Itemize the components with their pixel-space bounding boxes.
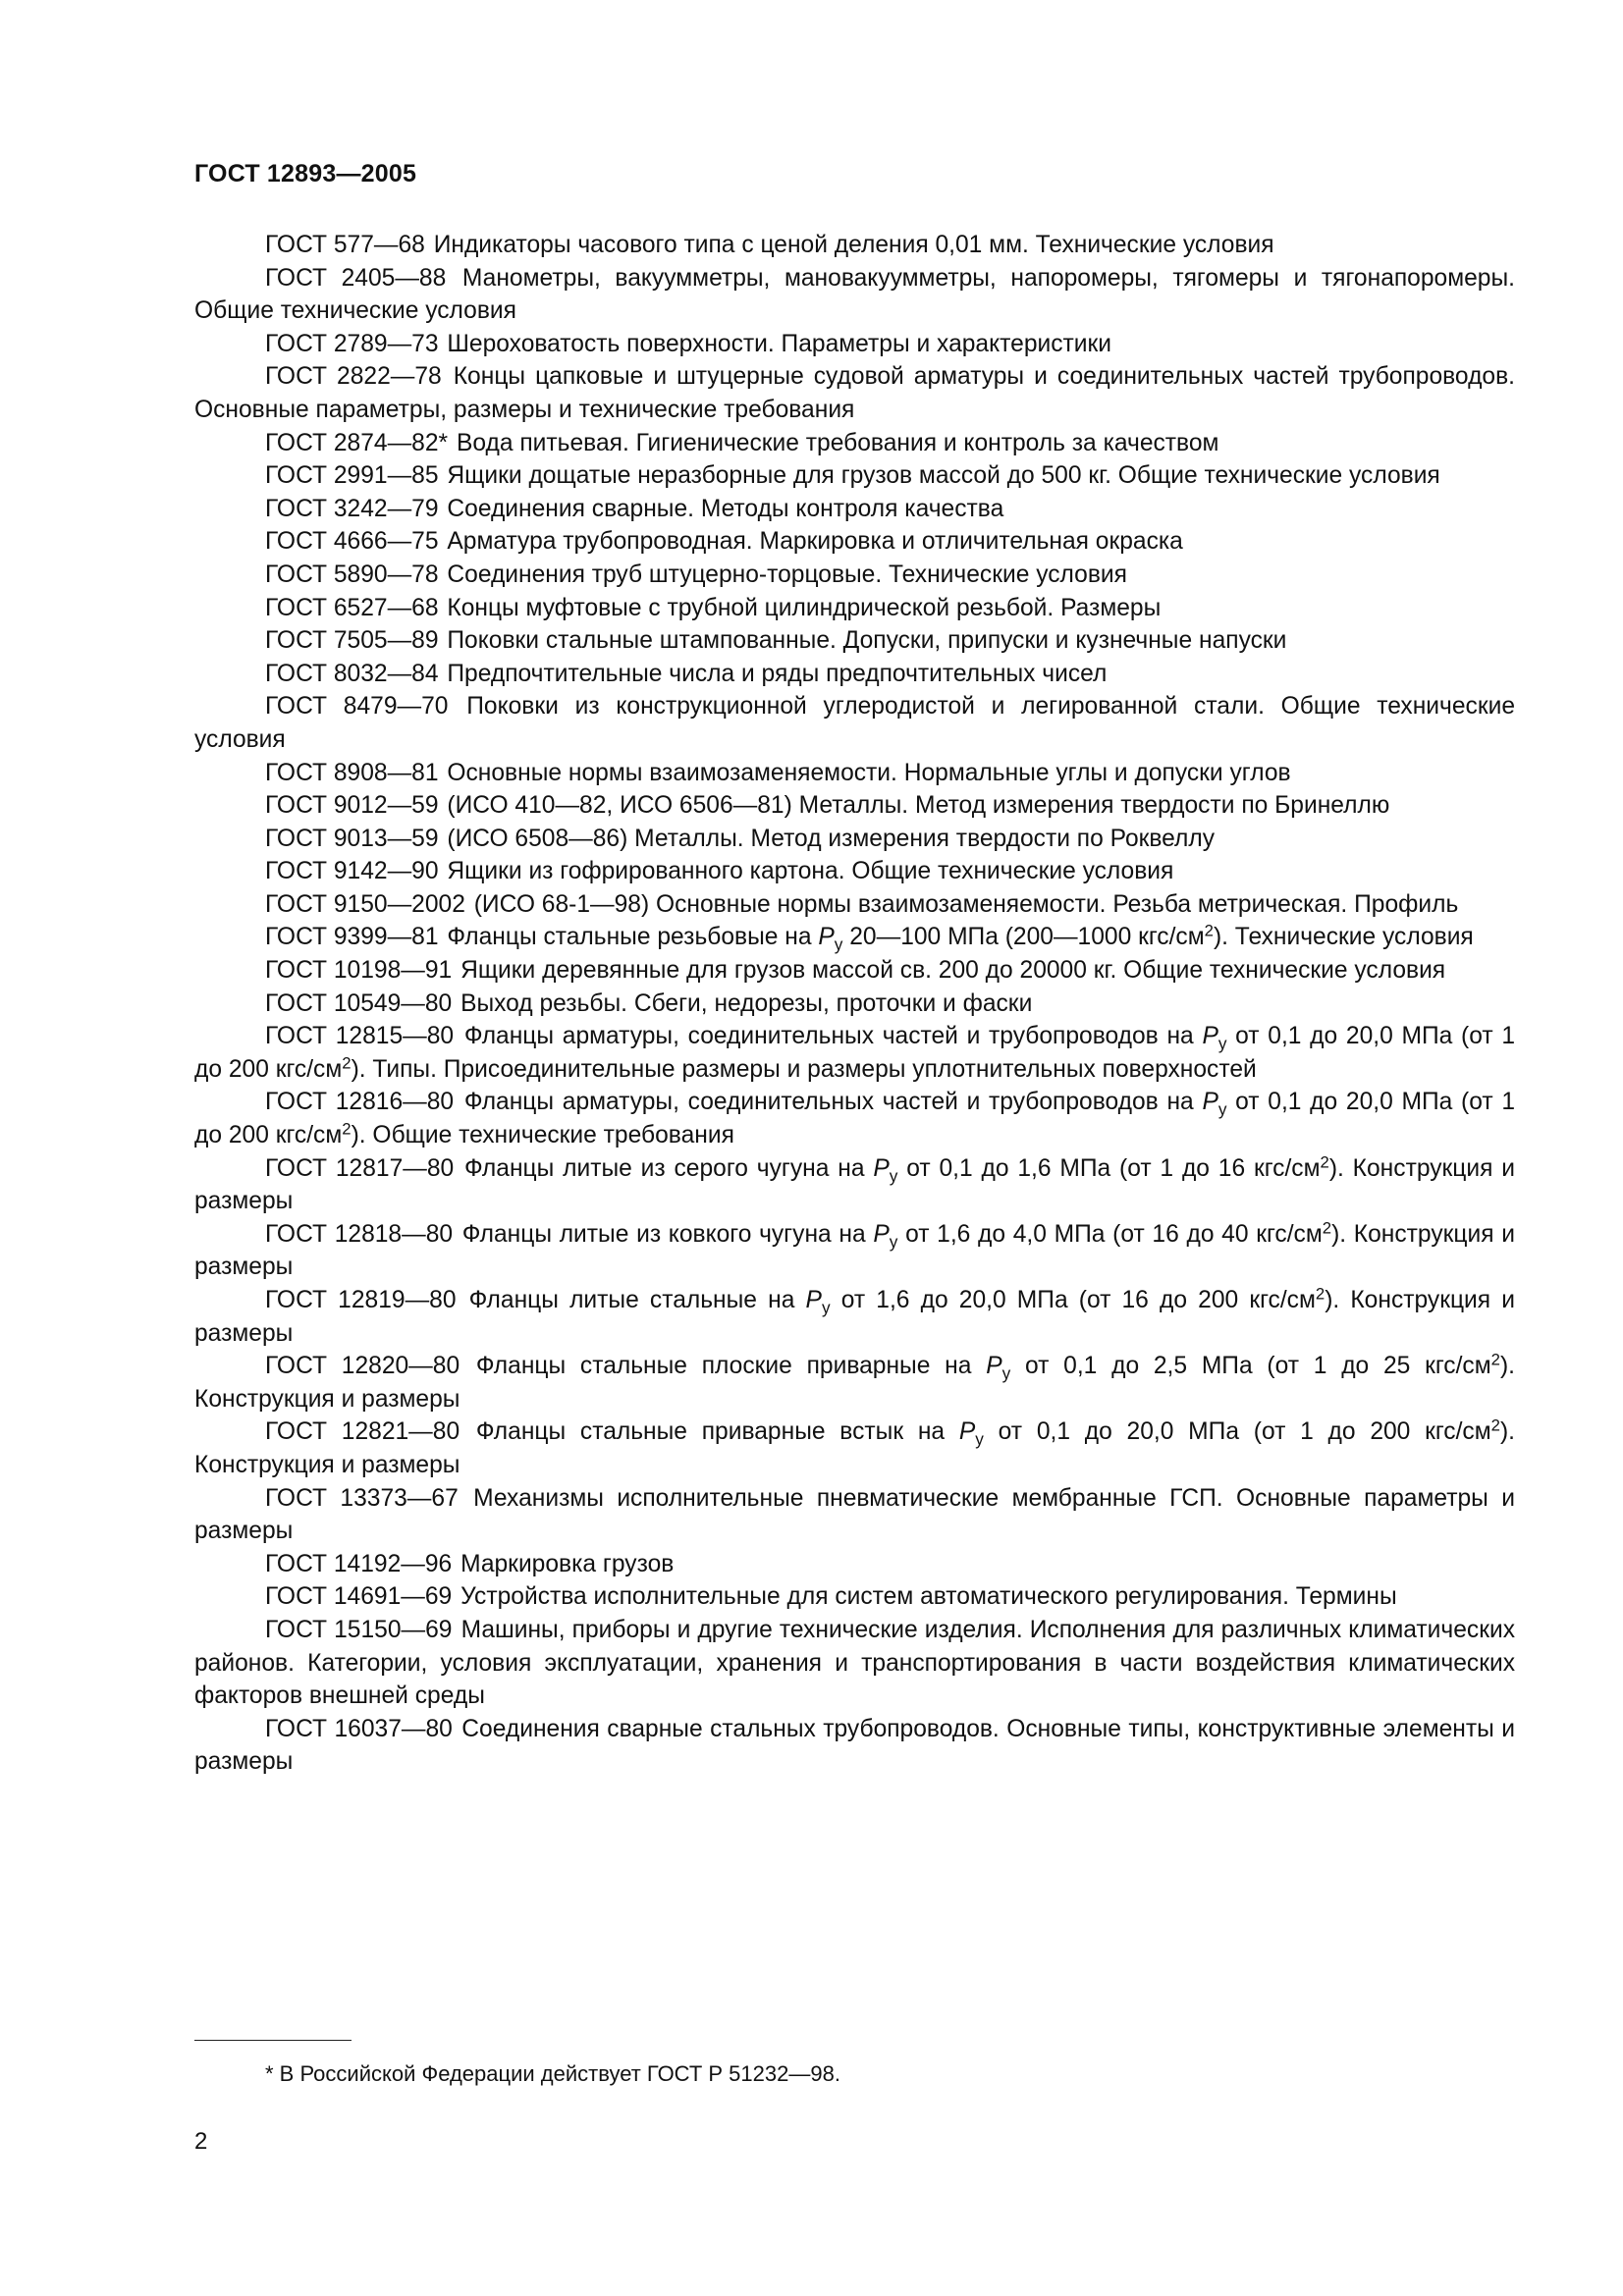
unit-superscript: 2 bbox=[1315, 1284, 1325, 1304]
reference-code: ГОСТ 12815—80 bbox=[265, 1023, 455, 1050]
reference-item bbox=[194, 1152, 1515, 1218]
reference-code: ГОСТ 12817—80 bbox=[265, 1154, 455, 1182]
reference-item bbox=[194, 559, 1515, 592]
reference-item bbox=[194, 1482, 1515, 1548]
reference-item bbox=[194, 493, 1515, 526]
reference-item bbox=[194, 592, 1515, 625]
reference-code: ГОСТ 6527—68 bbox=[265, 594, 439, 621]
reference-title: Основные нормы взаимозаменяемости. Нормальные углы и допуски углов bbox=[447, 759, 1291, 786]
reference-code: ГОСТ 9142—90 bbox=[265, 858, 439, 885]
footnote: * В Российской Федерации действует ГОСТ Р 51232—98. bbox=[265, 2061, 840, 2086]
reference-item bbox=[194, 1350, 1515, 1415]
reference-item bbox=[194, 954, 1515, 988]
pressure-symbol: P bbox=[1202, 1023, 1218, 1050]
reference-title: Соединения сварные. Методы контроля качества bbox=[447, 495, 1004, 522]
unit-superscript: 2 bbox=[342, 1119, 352, 1139]
reference-code: ГОСТ 9399—81 bbox=[265, 924, 439, 951]
reference-item bbox=[194, 690, 1515, 756]
reference-code: ГОСТ 16037—80 bbox=[265, 1715, 453, 1742]
reference-code: ГОСТ 12821—80 bbox=[265, 1418, 460, 1446]
reference-title-cont: от 1,6 до 20,0 МПа (от 16 до 200 кгс/см bbox=[840, 1287, 1316, 1313]
reference-item bbox=[194, 1086, 1515, 1151]
reference-code: ГОСТ 2991—85 bbox=[265, 462, 439, 490]
reference-title-tail: ). Конструкция и размеры bbox=[194, 1353, 1515, 1413]
reference-item bbox=[194, 624, 1515, 658]
reference-title-tail: ). Общие технические требования bbox=[351, 1122, 734, 1149]
reference-title: (ИСО 68-1—98) Основные нормы взаимозаменяемости. Резьба метрическая. Профиль bbox=[473, 890, 1459, 918]
reference-item bbox=[194, 229, 1515, 262]
reference-title: Ящики деревянные для грузов массой св. 200 до 20000 кг. Общие технические условия bbox=[460, 957, 1446, 985]
reference-item bbox=[194, 757, 1515, 790]
reference-code: ГОСТ 12816—80 bbox=[265, 1089, 455, 1116]
reference-title: Арматура трубопроводная. Маркировка и отличительная окраска bbox=[447, 528, 1183, 556]
reference-title-tail: ). Конструкция и размеры bbox=[194, 1220, 1515, 1281]
reference-title-tail: ). Технические условия bbox=[1213, 924, 1474, 951]
reference-title: Механизмы исполнительные пневматические мембранные ГСП. Основные параметры и размеры bbox=[194, 1484, 1515, 1545]
reference-title: Маркировка грузов bbox=[460, 1550, 675, 1577]
reference-code: ГОСТ 3242—79 bbox=[265, 495, 439, 522]
pressure-symbol: P bbox=[818, 924, 835, 951]
reference-title: Соединения сварные стальных трубопроводов. Основные типы, конструктивные элементы и размеры bbox=[194, 1715, 1515, 1776]
reference-title: Фланцы литые стальные на bbox=[468, 1287, 795, 1313]
reference-item bbox=[194, 823, 1515, 856]
reference-title-cont: от 1,6 до 4,0 МПа (от 16 до 40 кгс/см bbox=[905, 1220, 1323, 1248]
reference-code: ГОСТ 2405—88 bbox=[265, 264, 447, 292]
reference-code: ГОСТ 4666—75 bbox=[265, 528, 439, 556]
reference-title: (ИСО 410—82, ИСО 6506—81) Металлы. Метод измерения твердости по Бринеллю bbox=[447, 792, 1390, 820]
reference-code: ГОСТ 10198—91 bbox=[265, 957, 453, 985]
reference-code: ГОСТ 15150—69 bbox=[265, 1616, 453, 1643]
unit-superscript: 2 bbox=[1490, 1350, 1500, 1369]
reference-title: Соединения труб штуцерно-торцовые. Технические условия bbox=[447, 561, 1127, 588]
normative-references-list bbox=[194, 229, 1515, 1779]
pressure-subscript: у bbox=[889, 1231, 898, 1252]
reference-title: Поковки из конструкционной углеродистой и легированной стали. Общие технические условия bbox=[194, 693, 1515, 753]
reference-code: ГОСТ 12820—80 bbox=[265, 1353, 460, 1380]
pressure-subscript: у bbox=[821, 1298, 831, 1318]
reference-item bbox=[194, 855, 1515, 888]
pressure-subscript: у bbox=[1217, 1034, 1227, 1054]
reference-code: ГОСТ 8032—84 bbox=[265, 660, 439, 687]
reference-code: ГОСТ 12819—80 bbox=[265, 1287, 457, 1313]
pressure-symbol: P bbox=[986, 1353, 1002, 1380]
reference-code: ГОСТ 2874—82* bbox=[265, 429, 449, 456]
reference-title: Индикаторы часового типа с ценой деления 0,01 мм. Технические условия bbox=[433, 232, 1274, 258]
reference-item bbox=[194, 1020, 1515, 1086]
reference-title: (ИСО 6508—86) Металлы. Метод измерения твердости по Роквеллу bbox=[447, 825, 1216, 852]
reference-item bbox=[194, 921, 1515, 954]
reference-item bbox=[194, 988, 1515, 1021]
reference-code: ГОСТ 9012—59 bbox=[265, 792, 439, 820]
page-number: 2 bbox=[194, 2128, 208, 2155]
reference-title-cont: от 0,1 до 20,0 МПа (от 1 до 200 кгс/см bbox=[998, 1418, 1491, 1446]
reference-title-cont: от 0,1 до 2,5 МПа (от 1 до 25 кгс/см bbox=[1024, 1353, 1491, 1380]
reference-code: ГОСТ 10549—80 bbox=[265, 989, 453, 1017]
reference-title: Фланцы литые из серого чугуна на bbox=[464, 1154, 865, 1182]
reference-item bbox=[194, 1284, 1515, 1350]
reference-title-tail: ). Конструкция и размеры bbox=[194, 1287, 1515, 1347]
reference-title: Устройства исполнительные для систем автоматического регулирования. Термины bbox=[460, 1583, 1397, 1611]
reference-code: ГОСТ 5890—78 bbox=[265, 561, 439, 588]
unit-superscript: 2 bbox=[1490, 1416, 1500, 1436]
reference-title: Фланцы стальные приварные встык на bbox=[475, 1418, 946, 1446]
pressure-subscript: у bbox=[975, 1429, 984, 1450]
reference-code: ГОСТ 7505—89 bbox=[265, 627, 439, 655]
reference-title: Машины, приборы и другие технические изделия. Исполнения для различных климатических районов. Категории, условия эксплуатации, хранения и транспортирования в части воздействия климатических факторов внешней среды bbox=[194, 1616, 1515, 1710]
reference-title-cont: 20—100 МПа (200—1000 кгс/см bbox=[849, 924, 1205, 951]
reference-item bbox=[194, 1580, 1515, 1614]
reference-title: Фланцы литые из ковкого чугуна на bbox=[461, 1220, 866, 1248]
reference-title: Вода питьевая. Гигиенические требования и контроль за качеством bbox=[456, 429, 1219, 456]
reference-code: ГОСТ 9150—2002 bbox=[265, 890, 465, 918]
reference-title-tail: ). Типы. Присоединительные размеры и размеры уплотнительных поверхностей bbox=[351, 1055, 1257, 1083]
reference-title: Шероховатость поверхности. Параметры и характеристики bbox=[447, 330, 1112, 357]
reference-code: ГОСТ 2822—78 bbox=[265, 363, 442, 391]
reference-item bbox=[194, 789, 1515, 823]
reference-code: ГОСТ 8479—70 bbox=[265, 693, 449, 721]
reference-code: ГОСТ 8908—81 bbox=[265, 759, 439, 786]
reference-item bbox=[194, 1713, 1515, 1779]
reference-title: Концы цапковые и штуцерные судовой арматуры и соединительных частей трубопроводов. Основные параметры, размеры и технические требования bbox=[194, 363, 1515, 423]
reference-title-cont: от 0,1 до 20,0 МПа (от 1 до 200 кгс/см bbox=[194, 1023, 1516, 1083]
reference-code: ГОСТ 9013—59 bbox=[265, 825, 439, 852]
pressure-subscript: у bbox=[1217, 1099, 1227, 1120]
reference-item bbox=[194, 1548, 1515, 1581]
reference-item bbox=[194, 262, 1515, 328]
reference-title-tail: ). Конструкция и размеры bbox=[194, 1154, 1515, 1215]
unit-superscript: 2 bbox=[342, 1053, 352, 1073]
unit-superscript: 2 bbox=[1322, 1218, 1332, 1238]
reference-title: Выход резьбы. Сбеги, недорезы, проточки и фаски bbox=[460, 989, 1033, 1017]
reference-title: Поковки стальные штампованные. Допуски, припуски и кузнечные напуски bbox=[447, 627, 1287, 655]
document-code-header: ГОСТ 12893—2005 bbox=[194, 160, 417, 187]
reference-title-cont: от 0,1 до 1,6 МПа (от 1 до 16 кгс/см bbox=[906, 1154, 1321, 1182]
pressure-symbol: P bbox=[958, 1418, 976, 1446]
reference-title-tail: ). Конструкция и размеры bbox=[194, 1418, 1515, 1478]
reference-item bbox=[194, 427, 1515, 460]
reference-title: Фланцы стальные плоские приварные на bbox=[475, 1353, 972, 1380]
unit-superscript: 2 bbox=[1320, 1152, 1329, 1172]
reference-item bbox=[194, 328, 1515, 361]
reference-item bbox=[194, 888, 1515, 922]
pressure-symbol: P bbox=[873, 1154, 890, 1182]
footnote-divider bbox=[194, 2040, 352, 2041]
pressure-subscript: у bbox=[834, 934, 843, 955]
reference-title: Манометры, вакуумметры, мановакуумметры, напоромеры, тягомеры и тягонапоромеры. Общие технические условия bbox=[194, 264, 1515, 325]
reference-title: Концы муфтовые с трубной цилиндрической резьбой. Размеры bbox=[447, 594, 1162, 621]
reference-item bbox=[194, 459, 1515, 493]
reference-item bbox=[194, 1415, 1515, 1481]
pressure-subscript: у bbox=[889, 1165, 898, 1186]
pressure-subscript: у bbox=[1001, 1363, 1011, 1384]
reference-code: ГОСТ 14691—69 bbox=[265, 1583, 453, 1611]
reference-code: ГОСТ 2789—73 bbox=[265, 330, 439, 357]
reference-title: Ящики дощатые неразборные для грузов массой до 500 кг. Общие технические условия bbox=[447, 462, 1440, 490]
reference-item bbox=[194, 658, 1515, 691]
reference-item bbox=[194, 1614, 1515, 1713]
pressure-symbol: P bbox=[805, 1287, 822, 1313]
reference-code: ГОСТ 577—68 bbox=[265, 232, 425, 258]
pressure-symbol: P bbox=[873, 1220, 890, 1248]
reference-title: Ящики из гофрированного картона. Общие технические условия bbox=[447, 858, 1174, 885]
reference-code: ГОСТ 13373—67 bbox=[265, 1484, 459, 1512]
reference-code: ГОСТ 12818—80 bbox=[265, 1220, 454, 1248]
reference-item bbox=[194, 360, 1515, 426]
unit-superscript: 2 bbox=[1204, 922, 1214, 941]
reference-item bbox=[194, 525, 1515, 559]
reference-title: Фланцы арматуры, соединительных частей и трубопроводов на bbox=[463, 1023, 1194, 1050]
reference-title-cont: от 0,1 до 20,0 МПа (от 1 до 200 кгс/см bbox=[194, 1089, 1516, 1149]
pressure-symbol: P bbox=[1202, 1089, 1218, 1116]
reference-code: ГОСТ 14192—96 bbox=[265, 1550, 453, 1577]
reference-item bbox=[194, 1218, 1515, 1284]
reference-title: Предпочтительные числа и ряды предпочтительных чисел bbox=[447, 660, 1108, 687]
reference-title: Фланцы стальные резьбовые на bbox=[447, 924, 812, 951]
reference-title: Фланцы арматуры, соединительных частей и трубопроводов на bbox=[463, 1089, 1194, 1116]
